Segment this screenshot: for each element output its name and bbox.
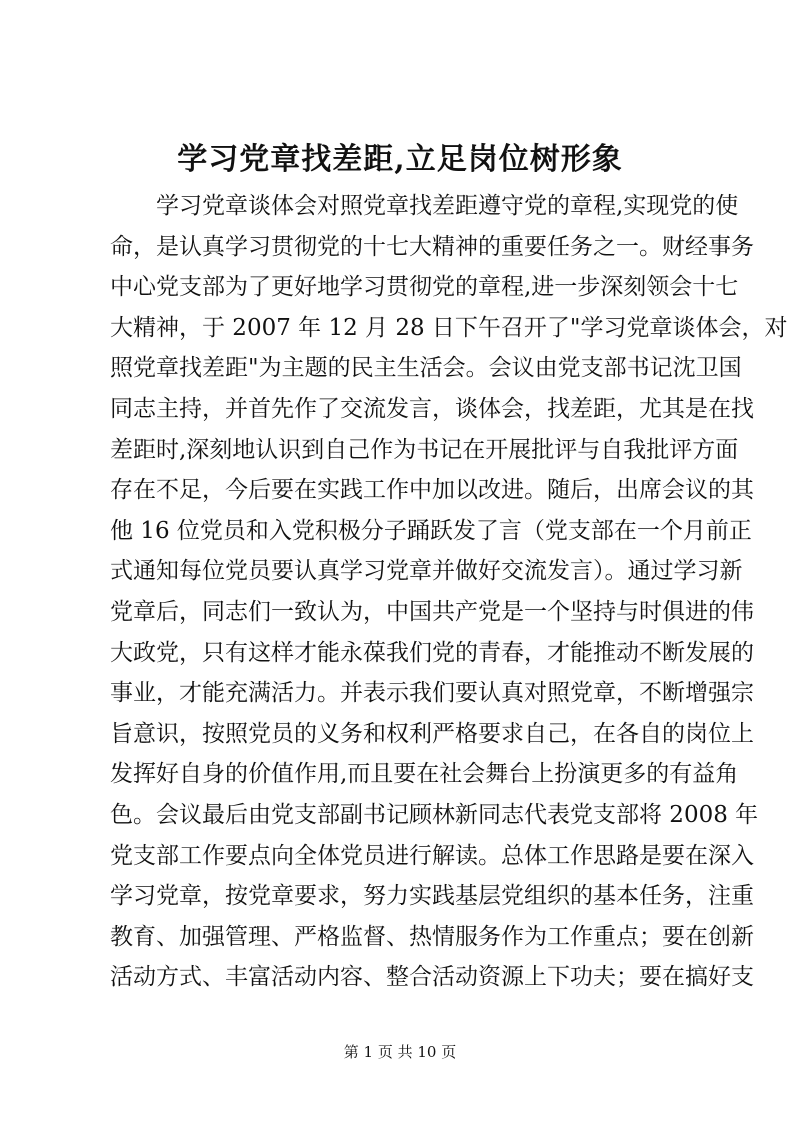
- body-line: 存在不足，今后要在实践工作中加以改进。随后，出席会议的其: [110, 477, 754, 504]
- body-line: 党章后，同志们一致认为，中国共产党是一个坚持与时俱进的伟: [110, 598, 754, 625]
- body-line: 他 16 位党员和入党积极分子踊跃发了言（党支部在一个月前正: [110, 517, 752, 544]
- body-line: 命，是认真学习贯彻党的十七大精神的重要任务之一。财经事务: [110, 233, 754, 260]
- document-title: 学习党章找差距,立足岗位树形象: [177, 142, 623, 177]
- body-line: 大政党，只有这样才能永葆我们党的青春，才能推动不断发展的: [110, 639, 754, 666]
- body-line: 式通知每位党员要认真学习党章并做好交流发言）。通过学习新: [110, 558, 743, 585]
- body-line: 照党章找差距"为主题的民主生活会。会议由党支部书记沈卫国: [110, 355, 742, 382]
- body-line: 差距时,深刻地认识到自己作为书记在开展批评与自我批评方面: [110, 436, 739, 463]
- document-body: [110, 186, 788, 998]
- body-line: 同志主持，并首先作了交流发言，谈体会，找差距，尤其是在找: [110, 395, 754, 422]
- body-line: 学习党章，按党章要求，努力实践基层党组织的基本任务，注重: [110, 883, 754, 910]
- body-line: 色。会议最后由党支部副书记顾林新同志代表党支部将 2008 年: [110, 801, 759, 828]
- body-line: 教育、加强管理、严格监督、热情服务作为工作重点；要在创新: [110, 923, 754, 950]
- body-line: 大精神，于 2007 年 12 月 28 日下午召开了"学习党章谈体会，对: [110, 314, 788, 341]
- body-line: 学习党章谈体会对照党章找差距遵守党的章程,实现党的使: [156, 193, 739, 219]
- body-line: 活动方式、丰富活动内容、整合活动资源上下功夫；要在搞好支: [110, 964, 754, 991]
- body-line: 旨意识，按照党员的义务和权利严格要求自己，在各自的岗位上: [110, 720, 754, 747]
- page-number-footer: 第 1 页 共 10 页: [343, 1043, 457, 1061]
- body-line: 党支部工作要点向全体党员进行解读。总体工作思路是要在深入: [110, 842, 754, 869]
- body-line: 发挥好自身的价值作用,而且要在社会舞台上扮演更多的有益角: [110, 761, 739, 788]
- body-line: 中心党支部为了更好地学习贯彻党的章程,进一步深刻领会十七: [110, 274, 739, 301]
- body-line: 事业，才能充满活力。并表示我们要认真对照党章，不断增强宗: [110, 680, 754, 707]
